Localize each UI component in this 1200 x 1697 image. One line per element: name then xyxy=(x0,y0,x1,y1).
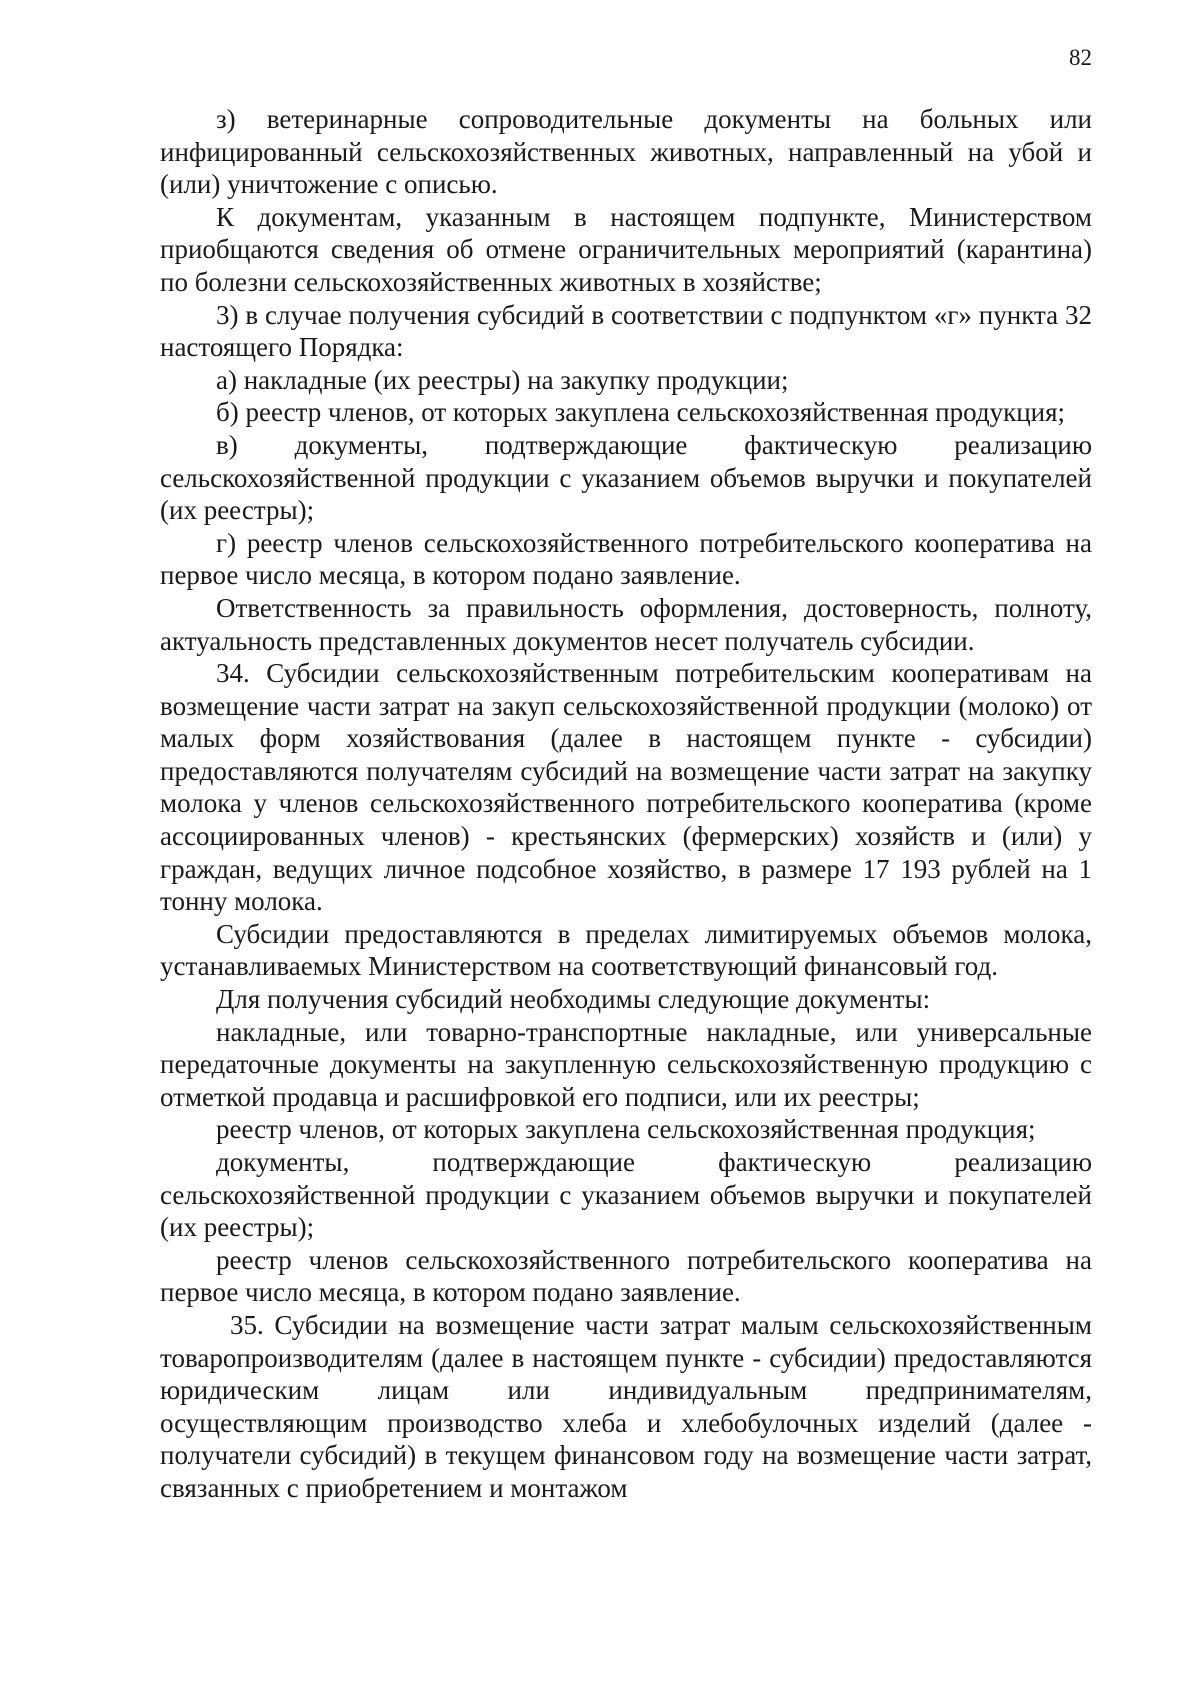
paragraph-item-g-cooperative-registry: г) реестр членов сельскохозяйственного потребительского кооператива на первое число месяца, в котором подано заявление. xyxy=(160,527,1092,591)
paragraph-item-b-members-registry: б) реестр членов, от которых закуплена сельскохозяйственная продукция; xyxy=(216,397,1066,428)
page-number: 82 xyxy=(1069,45,1092,70)
paragraph-responsibility: Ответственность за правильность оформления, достоверность, полноту, актуальность представленных документов несет получатель субсидии. xyxy=(160,592,1092,656)
paragraph-ministry-attachment: К документам, указанным в настоящем подпункте, Министерством приобщаются сведения об отмене ограничительных мероприятий (карантина) по болезни сельскохозяйственных животных в хозяйстве; xyxy=(160,201,1092,297)
paragraph-required-documents: Для получения субсидий необходимы следующие документы: xyxy=(216,984,931,1015)
paragraph-invoices-list: накладные, или товарно-транспортные накладные, или универсальные передаточные документы на закупленную сельскохозяйственную продукцию с отметкой продавца и расшифровкой его подписи, или их реестры; xyxy=(160,1016,1092,1112)
paragraph-item-z-vet-documents: з) ветеринарные сопроводительные документы на больных или инфицированный сельскохозяйственных животных, направленный на убой и (или) уничтожение с описью. xyxy=(160,104,1092,200)
paragraph-item-v-sales-documents: в) документы, подтверждающие фактическую реализацию сельскохозяйственной продукции с указанием объемов выручки и покупателей (их реестры); xyxy=(160,429,1092,526)
paragraph-members-registry: реестр членов, от которых закуплена сельскохозяйственная продукция; xyxy=(216,1114,1036,1145)
paragraph-section-35: 35. Субсидии на возмещение части затрат малым сельскохозяйственным товаропроизводителям (далее в настоящем пункте - субсидии) предоставляются юридическим лицам или индивидуальным предпринимателям, осуществляющим производство хлеба и хлебобулочных изделий (далее - получатели субсидий) в текущем финансовом году на возмещение части затрат, связанных с приобретением и монтажом xyxy=(160,1309,1092,1503)
paragraph-item-a-invoices: а) накладные (их реестры) на закупку продукции; xyxy=(216,364,789,395)
paragraph-sales-documents: документы, подтверждающие фактическую реализацию сельскохозяйственной продукции с указанием объемов выручки и покупателей (их реестры); xyxy=(160,1147,1092,1243)
paragraph-cooperative-registry: реестр членов сельскохозяйственного потребительского кооператива на первое число месяца, в котором подано заявление. xyxy=(160,1244,1092,1308)
document-body xyxy=(160,103,1092,1505)
paragraph-subsidy-limits: Субсидии предоставляются в пределах лимитируемых объемов молока, устанавливаемых Министерством на соответствующий финансовый год. xyxy=(160,918,1092,982)
paragraph-subsidy-case-3: 3) в случае получения субсидий в соответствии с подпунктом «г» пункта 32 настоящего Порядка: xyxy=(160,299,1092,363)
paragraph-section-34: 34. Субсидии сельскохозяйственным потребительским кооперативам на возмещение части затрат на закуп сельскохозяйственной продукции (молоко) от малых форм хозяйствования (далее в настоящем пункте - субсидии) предоставляются получателям субсидий на возмещение части затрат на закупку молока у членов сельскохозяйственного потребительского кооператива (кроме ассоциированных членов) - крестьянских (фермерских) хозяйств и (или) у граждан, ведущих личное подсобное хозяйство, в размере 17 193 рублей на 1 тонну молока. xyxy=(160,658,1092,917)
